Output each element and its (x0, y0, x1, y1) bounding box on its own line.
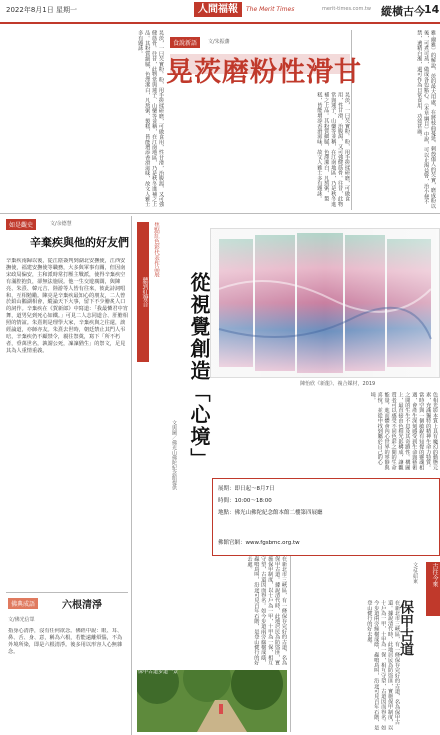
center-column-tag: 聽到紅聲音 (137, 222, 149, 362)
info-date: 即日起～8月7日 (234, 486, 275, 492)
center-author: 文與圖／佛光山佛陀紀念館提供 (171, 420, 177, 490)
section-name: 縱橫古今 (381, 5, 425, 18)
newspaper-logo: 人間福報 (194, 2, 242, 17)
info-date-row: 展期：即日起～8月7日 (218, 486, 275, 492)
info-place-label: 地點 (218, 510, 230, 516)
artwork-svg (211, 229, 439, 377)
artwork-image (210, 228, 440, 378)
info-web-row: 佛館官網：www.fgsbmc.org.tw (218, 540, 300, 546)
info-date-label: 展期 (218, 486, 230, 492)
column-divider-left (131, 216, 132, 735)
column-divider-br (290, 556, 291, 732)
top-article-body: 晃茨，一曰芡實粉。粉，用手搓揉研磨，可做食用，性甘滑，治腹瀉，又可強健筋骨。往昔，此物常與蓮子、山藥等並稱，在江南地區，乃是秋冬進補之上品。其粉質細膩，色澤潔白，凡熬粥、製糕，皆能增添香滑滋味，故文人雅士多有題詠。 (316, 92, 350, 207)
br-column-tag: 古往今來 (426, 562, 440, 616)
photo-caption: 保甲古道步道一景 (138, 669, 179, 675)
horizontal-divider (0, 213, 440, 214)
left-author: 文/余德慧 (50, 221, 72, 227)
br-author: 文/吳紹東 (412, 562, 418, 584)
info-time-row: 時間：10:00～18:00 (218, 498, 272, 504)
page-number: 14 (424, 3, 440, 16)
left-title: 辛棄疾與他的好友們 (30, 236, 129, 249)
top-article-body-right: 雅·爾雅》的解說，茨的最大用處，在將枝曲蔓延、刺殼傷人的芡實，磨成粉以後，可煮可蒸，做成各色點心。《本草綱目》中說，可以止渴益腎，治小便不禁，遺精白濁，還可作為日常食用，功效甚廣。 (416, 30, 436, 209)
trail-photo (137, 670, 287, 732)
info-web[interactable]: www.fgsbmc.org.tw (245, 540, 300, 546)
info-web-label: 佛館官網 (218, 540, 241, 546)
bl-column-tag: 佛典成語 (8, 598, 38, 609)
info-place: 佛光山佛陀紀念館本館二樓第四展廳 (234, 510, 323, 516)
bottom-right-body: 在新北市三峽區，有一條保存完好的古道，名為保甲古道。據說清代時，此地居民為防盜匪，實施保甲制度，以十戶為一甲，十甲為一保，相互守望，古道因而得名。如今步道兩旁綠樹成蔭，蟲鳴鳥叫，沿途可見百年石階，是登山健行的好去處。 (366, 600, 400, 730)
left-column-tag: 如是觀史 (6, 219, 36, 230)
bl-article-body: 指身心清淨，沒有任何欲念。佛經中說：眼、耳、鼻、舌、身、意，稱為六根，若能遠離煩惱，不為外境所染，即是六根清淨。後多用以形容人心無雜念。 (8, 628, 123, 655)
top-title: 晃茨磨粉性滑甘 (166, 57, 362, 88)
top-article-body-left: 晃茨，一曰芡實粉。粉，用手搓揉研磨，可做食用，性甘滑，治腹瀉，又可強健筋骨。往昔，此物常與蓮子、山藥等並稱，在江南地區，乃是秋冬進補之上品。其粉質細膩，色澤潔白，凡熬粥、製糕，皆能增添香滑滋味，故文人雅士多有題詠。 (137, 30, 164, 207)
newspaper-logo-en: The Merit Times (246, 6, 295, 13)
bl-title: 六根清淨 (62, 600, 102, 611)
bottom-right-body-left: 在新北市三峽區，有一條保存完好的古道，名為保甲古道。據說清代時，此地居民為防盜匪，實施保甲制度，以十戶為一甲，十甲為一保，相互守望，古道因而得名。如今步道兩旁綠樹成蔭，蟲鳴鳥叫，沿途可見百年石階，是登山健行的好去處。 (246, 556, 287, 666)
left-article-body: 辛棄疾南歸以後，從江陰簽判到湖北安撫使，江西安撫使，福建安撫使等職務，大多與軍事有關，但因南宋政局偏安，主和派時常打壓主戰派，使得辛棄疾空有滿腔抱負，卻無法施展。他一生交遊廣闊，與陳亮、朱熹、韓元吉、陸游等人皆有往來，彼此詩詞唱和，互相勉勵。陳亮是辛棄疾最知心的朋友，二人曾於鉛山鵝湖相會，縱論天下大事，留下不少膾炙人口的詞作。辛棄疾在《賀新郎》中寫道：「我最憐君中宵舞，道男兒到死心如鐵。」可見二人志同道合、肝膽相照的情誼。朱熹則是理學大家，辛棄疾與之往還，談經論道，亦師亦友。朱熹去世時，朝廷禁止其門人弔唁，辛棄疾仍不顧禁令，親往祭奠，寫下「所不朽者，垂萬世名，孰謂公死，凜凜猶生」的祭文，足見其為人重情重義。 (6, 258, 128, 354)
center-title: 從視覺創造「心境」 (187, 272, 211, 470)
site-url: merit-times.com.tw (322, 6, 371, 12)
trail-photo-svg (137, 670, 287, 732)
center-article-body: 色相光影本質上具有魔幻的動態元素，充滿獨特的精神生命力特質。當時空與一個敏銳有知覺的靈魂相遇，會產生深刻感受到生命與藝術之間的生生不息及其奇蹟性。構圖上，最直接由色相光影構成，讓觀賞者可以感受不同色彩之間的生命能量，進而體會內心世界的寧靜與喜悅，並從中找到屬於自己的心境。 (369, 392, 438, 470)
top-author: 文/朱振藩 (208, 39, 230, 45)
center-tag-sub: 焦點紅色彩代表作品展 (153, 222, 159, 277)
bl-author: 文/佛光信眾 (8, 617, 35, 623)
artwork-caption: 陳怡欣《新龍》、複合媒材，2019 (300, 381, 376, 387)
info-time-label: 時間 (218, 498, 230, 504)
info-place-row: 地點：佛光山佛陀紀念館本館二樓第四展廳 (218, 510, 323, 516)
info-time: 10:00～18:00 (234, 498, 272, 504)
issue-date: 2022年8月1日 星期一 (6, 6, 77, 14)
top-column-tag: 食說新語 (170, 37, 200, 48)
br-title: 保甲古道 (398, 600, 414, 656)
